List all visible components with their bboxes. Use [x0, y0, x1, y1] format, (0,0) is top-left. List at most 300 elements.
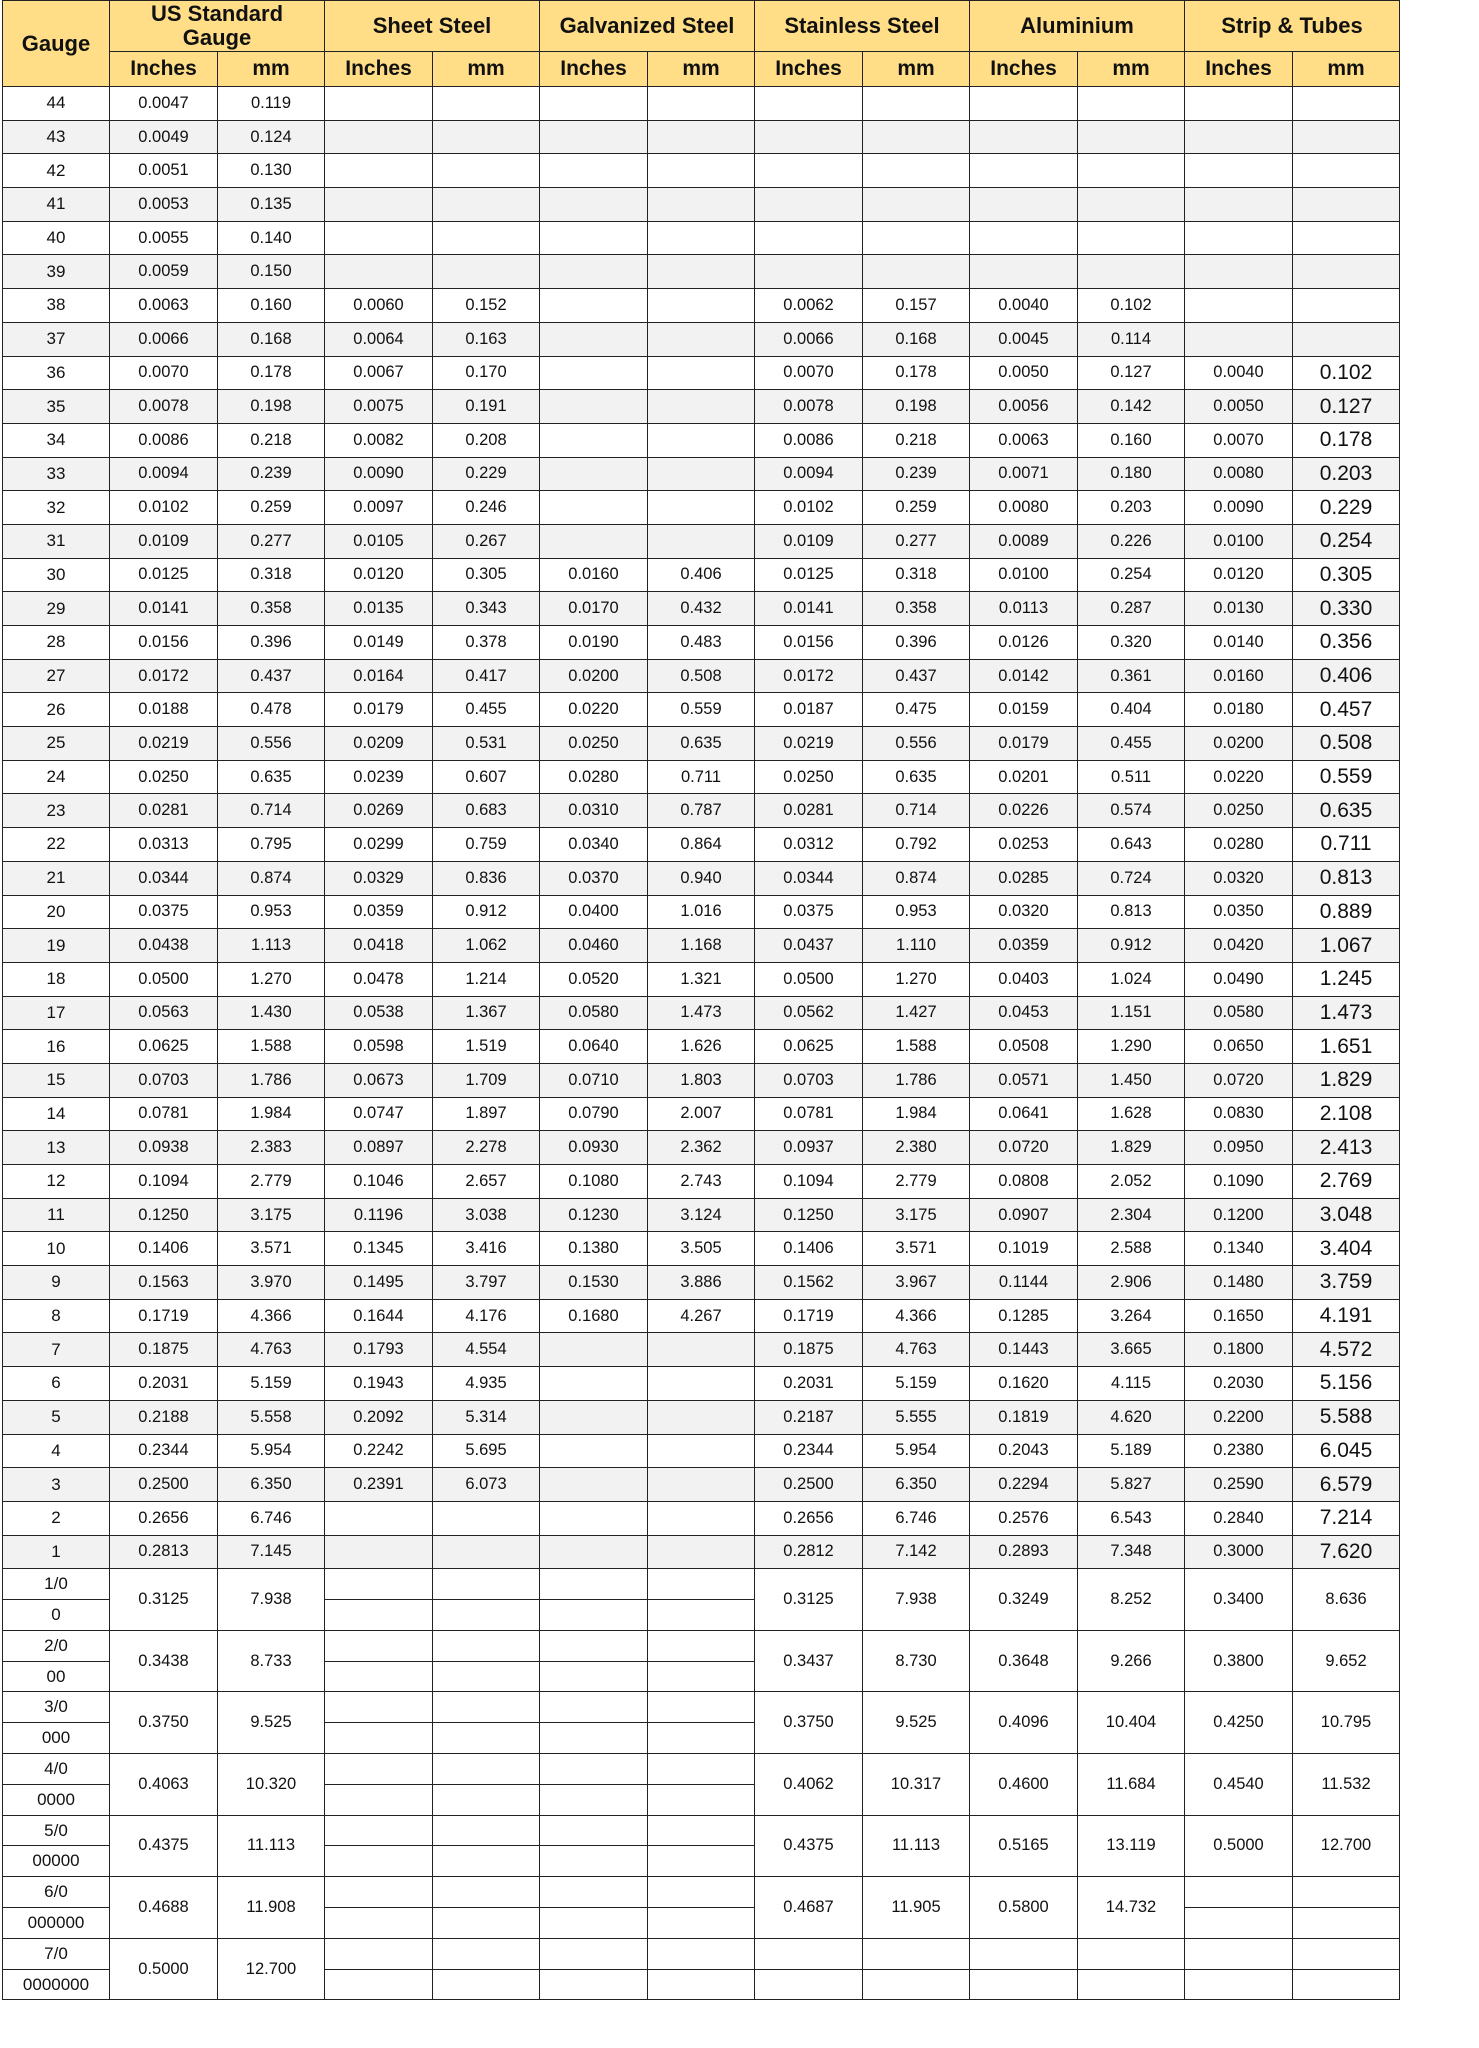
value-cell: 0.124 — [218, 120, 325, 154]
value-cell: 0.874 — [863, 861, 970, 895]
value-cell: 1.321 — [648, 962, 755, 996]
value-cell: 6.045 — [1293, 1434, 1400, 1468]
table-row — [3, 87, 1400, 121]
value-cell: 0.643 — [1078, 828, 1185, 862]
value-cell — [648, 1367, 755, 1401]
empty-cell — [1293, 1938, 1400, 1969]
value-cell: 1.367 — [433, 996, 540, 1030]
empty-cell — [325, 1969, 433, 2000]
value-cell — [648, 289, 755, 323]
value-cell: 0.2187 — [755, 1400, 863, 1434]
value-cell: 7.938 — [863, 1569, 970, 1631]
value-cell: 0.0720 — [970, 1131, 1078, 1165]
value-cell: 0.0344 — [755, 861, 863, 895]
value-cell: 0.2031 — [110, 1367, 218, 1401]
value-cell: 2.108 — [1293, 1097, 1400, 1131]
value-cell: 0.0075 — [325, 390, 433, 424]
value-cell: 0.0180 — [1185, 693, 1293, 727]
value-cell: 0.170 — [433, 356, 540, 390]
empty-cell — [1078, 1938, 1185, 1969]
value-cell: 0.229 — [433, 457, 540, 491]
value-cell — [540, 87, 648, 121]
value-cell: 0.574 — [1078, 794, 1185, 828]
value-cell: 0.813 — [1078, 895, 1185, 929]
value-cell: 3.175 — [218, 1198, 325, 1232]
value-cell — [1185, 87, 1293, 121]
value-cell: 3.797 — [433, 1266, 540, 1300]
gauge-cell: 00 — [3, 1661, 110, 1692]
value-cell: 0.1443 — [970, 1333, 1078, 1367]
value-cell: 0.0460 — [540, 929, 648, 963]
value-cell: 0.178 — [863, 356, 970, 390]
table-row — [3, 592, 1400, 626]
table-row — [3, 727, 1400, 761]
value-cell: 0.0067 — [325, 356, 433, 390]
value-cell: 0.305 — [433, 558, 540, 592]
value-cell: 0.711 — [1293, 828, 1400, 862]
value-cell: 0.475 — [863, 693, 970, 727]
value-cell: 3.886 — [648, 1266, 755, 1300]
value-cell: 1.803 — [648, 1063, 755, 1097]
value-cell: 0.0172 — [110, 659, 218, 693]
value-cell: 3.571 — [863, 1232, 970, 1266]
table-row — [3, 1266, 1400, 1300]
table-row — [3, 221, 1400, 255]
value-cell: 0.0720 — [1185, 1063, 1293, 1097]
value-cell: 0.3125 — [755, 1569, 863, 1631]
value-cell: 0.0329 — [325, 861, 433, 895]
table-row — [3, 154, 1400, 188]
value-cell: 0.5000 — [110, 1938, 218, 2000]
table-row — [3, 1535, 1400, 1569]
value-cell — [433, 1535, 540, 1569]
value-cell: 0.318 — [218, 558, 325, 592]
value-cell: 0.3438 — [110, 1630, 218, 1692]
value-cell: 0.1380 — [540, 1232, 648, 1266]
value-cell: 0.0179 — [970, 727, 1078, 761]
value-cell: 0.0055 — [110, 221, 218, 255]
value-cell: 7.142 — [863, 1535, 970, 1569]
table-row — [3, 659, 1400, 693]
value-cell: 0.5000 — [1185, 1815, 1293, 1877]
empty-cell — [540, 1815, 648, 1846]
value-cell — [648, 423, 755, 457]
value-cell: 2.779 — [863, 1165, 970, 1199]
value-cell: 0.3400 — [1185, 1569, 1293, 1631]
value-cell: 0.229 — [1293, 491, 1400, 525]
empty-cell — [1185, 1908, 1293, 1939]
value-cell: 0.0299 — [325, 828, 433, 862]
value-cell: 3.416 — [433, 1232, 540, 1266]
value-cell: 0.0580 — [1185, 996, 1293, 1030]
value-cell: 0.358 — [218, 592, 325, 626]
value-cell: 0.356 — [1293, 626, 1400, 660]
value-cell: 0.0066 — [110, 322, 218, 356]
value-cell — [433, 255, 540, 289]
value-cell: 6.543 — [1078, 1501, 1185, 1535]
value-cell: 0.432 — [648, 592, 755, 626]
empty-cell — [325, 1754, 433, 1785]
value-cell: 3.665 — [1078, 1333, 1185, 1367]
table-row — [3, 996, 1400, 1030]
table-row — [3, 1877, 1400, 1908]
empty-cell — [433, 1784, 540, 1815]
value-cell: 0.0703 — [110, 1063, 218, 1097]
value-cell — [540, 1501, 648, 1535]
empty-cell — [325, 1723, 433, 1754]
value-cell — [540, 289, 648, 323]
value-cell: 0.1819 — [970, 1400, 1078, 1434]
table-row — [3, 1063, 1400, 1097]
table-row — [3, 929, 1400, 963]
value-cell: 0.0280 — [540, 760, 648, 794]
empty-cell — [540, 1630, 648, 1661]
value-cell: 0.0790 — [540, 1097, 648, 1131]
value-cell: 0.4375 — [110, 1815, 218, 1877]
value-cell: 0.1196 — [325, 1198, 433, 1232]
value-cell: 9.266 — [1078, 1630, 1185, 1692]
value-cell: 1.113 — [218, 929, 325, 963]
empty-cell — [433, 1754, 540, 1785]
empty-cell — [325, 1846, 433, 1877]
value-cell: 6.350 — [218, 1468, 325, 1502]
value-cell: 1.427 — [863, 996, 970, 1030]
value-cell: 0.142 — [1078, 390, 1185, 424]
value-cell: 1.519 — [433, 1030, 540, 1064]
value-cell: 0.0478 — [325, 962, 433, 996]
value-cell: 11.113 — [863, 1815, 970, 1877]
header-sheet-steel: Sheet Steel — [325, 1, 540, 52]
gauge-cell: 43 — [3, 120, 110, 154]
value-cell: 0.478 — [218, 693, 325, 727]
value-cell: 0.259 — [218, 491, 325, 525]
gauge-cell: 24 — [3, 760, 110, 794]
value-cell: 0.787 — [648, 794, 755, 828]
value-cell: 0.0508 — [970, 1030, 1078, 1064]
value-cell: 0.406 — [1293, 659, 1400, 693]
value-cell: 5.954 — [863, 1434, 970, 1468]
value-cell: 4.191 — [1293, 1299, 1400, 1333]
value-cell: 0.2188 — [110, 1400, 218, 1434]
value-cell — [325, 255, 433, 289]
empty-cell — [648, 1723, 755, 1754]
value-cell: 0.4600 — [970, 1754, 1078, 1816]
value-cell: 1.067 — [1293, 929, 1400, 963]
value-cell: 0.305 — [1293, 558, 1400, 592]
header-galvanized-steel: Galvanized Steel — [540, 1, 755, 52]
value-cell: 0.203 — [1078, 491, 1185, 525]
value-cell: 0.0080 — [970, 491, 1078, 525]
gauge-cell: 0 — [3, 1600, 110, 1631]
value-cell: 0.0179 — [325, 693, 433, 727]
table-row — [3, 1501, 1400, 1535]
value-cell: 1.168 — [648, 929, 755, 963]
value-cell: 1.151 — [1078, 996, 1185, 1030]
value-cell: 0.4250 — [1185, 1692, 1293, 1754]
value-cell: 0.0313 — [110, 828, 218, 862]
value-cell: 10.795 — [1293, 1692, 1400, 1754]
value-cell: 0.0130 — [1185, 592, 1293, 626]
value-cell: 0.0049 — [110, 120, 218, 154]
empty-cell — [540, 1569, 648, 1600]
unit-header: mm — [218, 52, 325, 87]
value-cell — [540, 255, 648, 289]
value-cell: 0.0063 — [970, 423, 1078, 457]
value-cell: 1.450 — [1078, 1063, 1185, 1097]
value-cell: 0.3750 — [755, 1692, 863, 1754]
value-cell: 0.0312 — [755, 828, 863, 862]
value-cell: 0.4063 — [110, 1754, 218, 1816]
value-cell: 0.180 — [1078, 457, 1185, 491]
value-cell: 7.620 — [1293, 1535, 1400, 1569]
gauge-cell: 19 — [3, 929, 110, 963]
value-cell: 1.214 — [433, 962, 540, 996]
value-cell: 5.954 — [218, 1434, 325, 1468]
value-cell — [1078, 154, 1185, 188]
value-cell: 0.1345 — [325, 1232, 433, 1266]
value-cell: 0.0040 — [970, 289, 1078, 323]
value-cell: 2.052 — [1078, 1165, 1185, 1199]
table-row — [3, 861, 1400, 895]
gauge-cell: 21 — [3, 861, 110, 895]
table-row — [3, 1232, 1400, 1266]
table-row — [3, 322, 1400, 356]
value-cell: 7.938 — [218, 1569, 325, 1631]
value-cell: 0.559 — [648, 693, 755, 727]
empty-cell — [325, 1661, 433, 1692]
value-cell: 8.733 — [218, 1630, 325, 1692]
value-cell: 0.0187 — [755, 693, 863, 727]
value-cell: 0.0105 — [325, 524, 433, 558]
value-cell: 0.836 — [433, 861, 540, 895]
value-cell: 0.1094 — [110, 1165, 218, 1199]
value-cell: 0.1495 — [325, 1266, 433, 1300]
table-row — [3, 289, 1400, 323]
value-cell — [863, 87, 970, 121]
unit-header: Inches — [540, 52, 648, 87]
value-cell: 0.0350 — [1185, 895, 1293, 929]
value-cell: 1.473 — [1293, 996, 1400, 1030]
value-cell: 0.0781 — [755, 1097, 863, 1131]
value-cell: 0.1875 — [110, 1333, 218, 1367]
value-cell: 0.150 — [218, 255, 325, 289]
table-row — [3, 1938, 1400, 1969]
value-cell: 1.062 — [433, 929, 540, 963]
empty-cell — [325, 1877, 433, 1908]
gauge-cell: 1 — [3, 1535, 110, 1569]
value-cell: 0.0045 — [970, 322, 1078, 356]
value-cell: 3.404 — [1293, 1232, 1400, 1266]
value-cell: 0.0070 — [1185, 423, 1293, 457]
value-cell: 0.0125 — [110, 558, 218, 592]
value-cell: 0.559 — [1293, 760, 1400, 794]
value-cell: 2.304 — [1078, 1198, 1185, 1232]
table-row — [3, 558, 1400, 592]
value-cell: 1.110 — [863, 929, 970, 963]
value-cell: 12.700 — [1293, 1815, 1400, 1877]
value-cell — [433, 1501, 540, 1535]
empty-cell — [325, 1600, 433, 1631]
value-cell — [540, 322, 648, 356]
value-cell — [970, 255, 1078, 289]
value-cell: 0.287 — [1078, 592, 1185, 626]
value-cell: 0.320 — [1078, 626, 1185, 660]
value-cell — [325, 221, 433, 255]
value-cell: 0.2092 — [325, 1400, 433, 1434]
value-cell: 0.239 — [863, 457, 970, 491]
value-cell — [970, 154, 1078, 188]
value-cell: 11.113 — [218, 1815, 325, 1877]
empty-cell — [1185, 1969, 1293, 2000]
value-cell — [540, 221, 648, 255]
value-cell: 0.556 — [218, 727, 325, 761]
empty-cell — [433, 1877, 540, 1908]
value-cell: 5.558 — [218, 1400, 325, 1434]
value-cell: 1.786 — [863, 1063, 970, 1097]
value-cell — [863, 221, 970, 255]
empty-cell — [540, 1938, 648, 1969]
value-cell: 4.267 — [648, 1299, 755, 1333]
unit-header: Inches — [1185, 52, 1293, 87]
value-cell: 0.0078 — [755, 390, 863, 424]
value-cell: 0.218 — [218, 423, 325, 457]
value-cell — [325, 87, 433, 121]
value-cell: 0.4540 — [1185, 1754, 1293, 1816]
value-cell: 0.0109 — [755, 524, 863, 558]
table-row — [3, 1815, 1400, 1846]
value-cell: 2.007 — [648, 1097, 755, 1131]
value-cell: 0.2893 — [970, 1535, 1078, 1569]
value-cell: 0.0090 — [325, 457, 433, 491]
gauge-cell: 27 — [3, 659, 110, 693]
value-cell — [1293, 255, 1400, 289]
value-cell: 0.0080 — [1185, 457, 1293, 491]
empty-cell — [540, 1600, 648, 1631]
value-cell: 0.130 — [218, 154, 325, 188]
empty-cell — [648, 1630, 755, 1661]
value-cell: 0.635 — [218, 760, 325, 794]
table-row — [3, 794, 1400, 828]
value-cell: 2.779 — [218, 1165, 325, 1199]
unit-header: Inches — [110, 52, 218, 87]
value-cell: 7.145 — [218, 1535, 325, 1569]
value-cell: 0.1080 — [540, 1165, 648, 1199]
value-cell: 5.555 — [863, 1400, 970, 1434]
value-cell: 0.2031 — [755, 1367, 863, 1401]
value-cell: 0.0142 — [970, 659, 1078, 693]
value-cell: 0.0097 — [325, 491, 433, 525]
value-cell: 0.178 — [218, 356, 325, 390]
value-cell: 0.531 — [433, 727, 540, 761]
value-cell: 3.967 — [863, 1266, 970, 1300]
table-row — [3, 1030, 1400, 1064]
value-cell: 0.404 — [1078, 693, 1185, 727]
value-cell: 0.1562 — [755, 1266, 863, 1300]
value-cell: 11.684 — [1078, 1754, 1185, 1816]
value-cell: 0.218 — [863, 423, 970, 457]
value-cell: 0.508 — [1293, 727, 1400, 761]
value-cell: 0.2294 — [970, 1468, 1078, 1502]
value-cell — [1078, 87, 1185, 121]
value-cell: 0.0190 — [540, 626, 648, 660]
table-row — [3, 962, 1400, 996]
value-cell: 0.0641 — [970, 1097, 1078, 1131]
empty-cell — [433, 1969, 540, 2000]
value-cell: 6.073 — [433, 1468, 540, 1502]
value-cell: 0.0344 — [110, 861, 218, 895]
gauge-cell: 000 — [3, 1723, 110, 1754]
value-cell — [325, 1535, 433, 1569]
table-header — [3, 1, 1400, 87]
value-cell: 1.829 — [1293, 1063, 1400, 1097]
value-cell: 5.827 — [1078, 1468, 1185, 1502]
value-cell: 0.0071 — [970, 457, 1078, 491]
value-cell — [863, 188, 970, 222]
gauge-cell: 1/0 — [3, 1569, 110, 1600]
empty-cell — [755, 1938, 863, 1969]
value-cell: 0.714 — [863, 794, 970, 828]
value-cell: 1.588 — [863, 1030, 970, 1064]
value-cell: 0.1144 — [970, 1266, 1078, 1300]
value-cell: 0.0141 — [755, 592, 863, 626]
value-cell: 0.0808 — [970, 1165, 1078, 1199]
value-cell: 0.1793 — [325, 1333, 433, 1367]
value-cell — [1293, 120, 1400, 154]
value-cell: 0.683 — [433, 794, 540, 828]
gauge-cell: 16 — [3, 1030, 110, 1064]
value-cell: 1.290 — [1078, 1030, 1185, 1064]
header-stainless-steel: Stainless Steel — [755, 1, 970, 52]
gauge-cell: 7/0 — [3, 1938, 110, 1969]
value-cell: 0.0040 — [1185, 356, 1293, 390]
value-cell: 0.0520 — [540, 962, 648, 996]
gauge-cell: 2 — [3, 1501, 110, 1535]
value-cell: 0.0126 — [970, 626, 1078, 660]
value-cell: 0.0281 — [110, 794, 218, 828]
value-cell — [1293, 322, 1400, 356]
value-cell: 0.0200 — [1185, 727, 1293, 761]
value-cell: 0.0089 — [970, 524, 1078, 558]
value-cell — [325, 1501, 433, 1535]
value-cell: 0.864 — [648, 828, 755, 862]
value-cell — [648, 356, 755, 390]
value-cell: 0.0062 — [755, 289, 863, 323]
value-cell: 0.3249 — [970, 1569, 1078, 1631]
value-cell: 0.1530 — [540, 1266, 648, 1300]
value-cell: 5.159 — [218, 1367, 325, 1401]
value-cell — [1185, 188, 1293, 222]
table-row — [3, 1131, 1400, 1165]
value-cell: 2.278 — [433, 1131, 540, 1165]
value-cell — [540, 390, 648, 424]
value-cell: 11.532 — [1293, 1754, 1400, 1816]
value-cell — [433, 221, 540, 255]
value-cell: 4.366 — [218, 1299, 325, 1333]
value-cell: 0.0100 — [970, 558, 1078, 592]
gauge-cell: 41 — [3, 188, 110, 222]
value-cell: 0.2590 — [1185, 1468, 1293, 1502]
value-cell: 3.124 — [648, 1198, 755, 1232]
value-cell: 0.0280 — [1185, 828, 1293, 862]
empty-cell — [325, 1938, 433, 1969]
unit-header: mm — [648, 52, 755, 87]
value-cell: 0.0269 — [325, 794, 433, 828]
value-cell: 0.277 — [863, 524, 970, 558]
value-cell: 4.620 — [1078, 1400, 1185, 1434]
value-cell: 8.252 — [1078, 1569, 1185, 1631]
value-cell: 3.048 — [1293, 1198, 1400, 1232]
value-cell: 0.2043 — [970, 1434, 1078, 1468]
